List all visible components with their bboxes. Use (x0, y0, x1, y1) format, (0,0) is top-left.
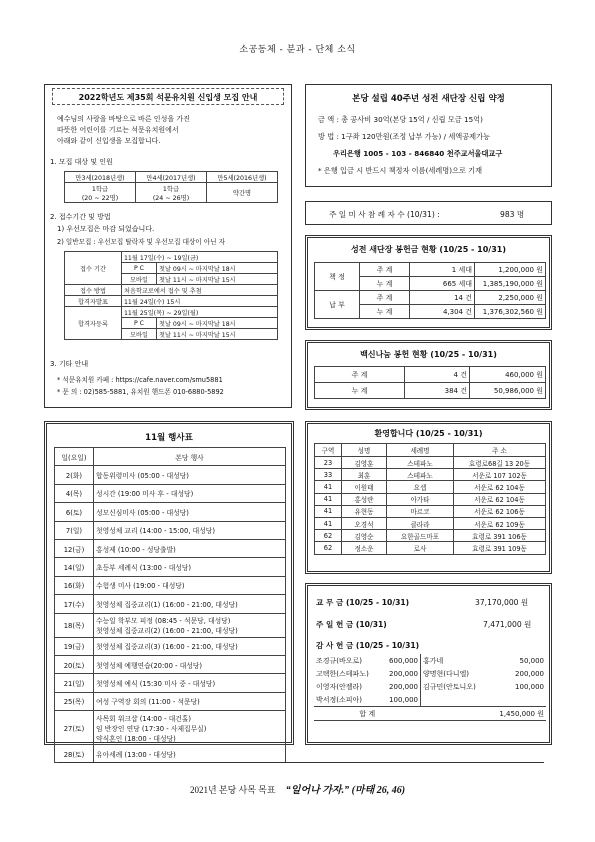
vaccine-row-2-amount: 50,986,000 원 (470, 383, 546, 399)
renovation-row-3-amount: 2,250,000 원 (475, 291, 546, 305)
thanks-r1-amt2: 50,000 (519, 656, 544, 665)
age-header-4: 만4세(2017년생) (136, 172, 207, 183)
kindergarten-sec2-a: 1) 우선모집은 마감 되었습니다. (57, 225, 155, 233)
event-desc-line: 수험생 미사 (19:00 - 대성당) (96, 582, 185, 591)
welcome-row (315, 481, 546, 493)
sched-pc-2: P C (122, 318, 157, 329)
event-day: 4(목) (55, 484, 94, 502)
event-desc (94, 576, 286, 594)
welcome-address: 서운로 62 109동 (454, 517, 546, 529)
event-day: 19(금) (55, 637, 94, 655)
welcome-name: 유현동 (342, 505, 387, 517)
welcome-row (315, 505, 546, 517)
event-desc (94, 637, 286, 655)
fund-note: * 은행 입금 시 반드시 책정자 이름(세례명)으로 기재 (318, 166, 483, 175)
welcome-zone: 33 (315, 469, 342, 481)
renovation-group-paid: 납 부 (315, 291, 360, 319)
sched-pc-2-time: 첫날 09시 ~ 마지막날 18시 (157, 318, 278, 329)
event-day: 20(토) (55, 655, 94, 673)
mass-attendance-label: 주 일 미 사 참 례 자 수 (10/31) : (329, 210, 440, 219)
event-row (55, 692, 286, 710)
thanks-total-value: 1,450,000 원 (421, 707, 547, 721)
welcome-address: 효령로68길 13 20동 (454, 457, 546, 469)
thanks-r3-name2: 김규민(안토니오) (423, 682, 476, 691)
thanks-r1-name1: 조경규(바오로) (316, 656, 363, 665)
event-day: 7(일) (55, 521, 94, 539)
thanks-r4-name1: 박서정(소피아) (316, 695, 363, 704)
welcome-zone: 41 (315, 505, 342, 517)
event-desc-line: 사목회 워크샵 (14:00 - 대건홀) (96, 714, 192, 723)
welcome-name: 최훈 (342, 469, 387, 481)
welcome-baptismal: 요셉 (387, 481, 454, 493)
vaccine-title: 백신나눔 봉헌 현황 (10/25 - 10/31) (360, 350, 497, 359)
event-desc-line: 첫영성체 집중교리(1) (16:00 - 21:00, 대성당) (96, 600, 238, 609)
age-value-3-class: 1학급 (91, 185, 109, 193)
welcome-zone: 41 (315, 517, 342, 529)
thanks-r1-amt1: 600,000 (376, 654, 421, 667)
event-day: 27(토) (55, 711, 94, 745)
kindergarten-phone: * 문 의 : 02)585-5881, 유치원 핸드폰 010-6880-5892 (57, 388, 224, 396)
event-desc-line: 초등부 세례식 (13:00 - 대성당) (96, 564, 192, 573)
welcome-baptismal: 로사 (387, 542, 454, 554)
event-desc-line: 첫영성체 예행연습(20:00 - 대성당) (96, 661, 203, 670)
kindergarten-sec2: 2. 접수기간 및 방법 (50, 213, 111, 221)
event-day: 18(목) (55, 613, 94, 637)
events-title: 11월 행사표 (145, 433, 193, 443)
event-desc-line: 성모신심미사 (05:00 - 대성당) (96, 508, 189, 517)
kindergarten-sec1: 1. 모집 대상 및 인원 (50, 158, 113, 166)
footer-rule (58, 762, 544, 763)
welcome-zone: 62 (315, 542, 342, 554)
welcome-header-address: 주 소 (454, 444, 546, 457)
sched-method-label: 접수 방법 (65, 285, 122, 296)
age-value-3-count: (20 ~ 22명) (81, 194, 119, 202)
sched-announce-label: 합격자발표 (65, 296, 122, 307)
event-row (55, 745, 286, 763)
event-row (55, 613, 286, 637)
sched-register-dates: 11월 25일(목) ~ 29일(월) (122, 307, 278, 318)
fund-title: 본당 설립 40주년 성전 새단장 신립 약정 (352, 94, 505, 104)
thanks-r2-amt1: 200,000 (376, 667, 421, 680)
age-value-4 (136, 183, 207, 203)
event-desc-line: 유아세례 (13:00 - 대성당) (96, 750, 176, 759)
sched-mobile-2: 모바일 (122, 329, 157, 340)
thanks-r2-amt2: 200,000 (515, 669, 544, 678)
event-desc-line: 첫영성체 집중교리(2) (16:00 - 21:00, 대성당) (96, 627, 238, 636)
sched-pc-1: P C (122, 263, 157, 274)
vaccine-row-2-count: 384 건 (405, 383, 470, 399)
thanks-r3-amt1: 200,000 (376, 680, 421, 693)
thanks-title: 감 사 헌 금 (10/25 - 10/31) (316, 641, 420, 650)
welcome-title: 환영합니다 (10/25 - 10/31) (374, 429, 483, 438)
event-day: 6(토) (55, 503, 94, 521)
renovation-row-4-label: 누 계 (360, 305, 410, 319)
thanks-r4-name2 (421, 693, 492, 707)
sched-pc-1-time: 첫날 09시 ~ 마지막날 18시 (157, 263, 278, 274)
kindergarten-intro-1: 예수님의 사랑을 바탕으로 바른 인성을 가진 (57, 115, 190, 123)
renovation-row-3-count: 14 건 (410, 291, 475, 305)
footer-quote: “일어나 가자.” (마태 26, 46) (285, 785, 406, 796)
renovation-title: 성전 새단장 봉헌금 현황 (10/25 - 10/31) (351, 245, 506, 254)
page-title: 소공동체 - 분과 - 단체 소식 (239, 45, 356, 55)
event-day: 2(화) (55, 466, 94, 484)
renovation-row-1-amount: 1,200,000 원 (475, 263, 546, 277)
sched-period-dates: 11월 17일(수) ~ 19일(금) (122, 252, 278, 263)
events-header-day: 일(요일) (55, 448, 94, 466)
welcome-address: 서운로 62 106동 (454, 505, 546, 517)
event-day: 16(화) (55, 576, 94, 594)
sched-mobile-2-time: 첫날 11시 ~ 마지막날 15시 (157, 329, 278, 340)
welcome-baptismal: 스테파노 (387, 457, 454, 469)
collection-sunday-label: 주 일 헌 금 (10/31) (316, 620, 387, 629)
age-value-4-class: 1학급 (162, 185, 180, 193)
thanks-r2-name2: 양명현(다니엘) (423, 669, 470, 678)
event-desc (94, 745, 286, 763)
welcome-row (315, 517, 546, 529)
event-row (55, 521, 286, 539)
event-desc-line: 첫영성체 집중교리(3) (16:00 - 21:00, 대성당) (96, 643, 238, 652)
thanks-r3-amt2: 100,000 (515, 682, 544, 691)
welcome-address: 서운로 62 104동 (454, 481, 546, 493)
welcome-header-name: 성명 (342, 444, 387, 457)
thanks-r2-name1: 고택한(스테파노) (316, 669, 369, 678)
renovation-row-2-amount: 1,385,190,000 원 (475, 277, 546, 291)
event-desc (94, 539, 286, 557)
sched-label-register: 합격자등록 (65, 307, 122, 340)
event-desc-line: 임 반장인 연당 (17:30 - 사제집무실) (96, 724, 207, 733)
event-desc (94, 521, 286, 539)
thanks-table (314, 654, 546, 721)
age-value-3 (65, 183, 136, 203)
welcome-zone: 41 (315, 481, 342, 493)
age-header-5: 만5세(2016년생) (207, 172, 278, 183)
event-desc (94, 466, 286, 484)
collection-tithe-label: 교 무 금 (10/25 - 10/31) (316, 598, 410, 607)
footer-goal-label: 2021년 본당 사목 목표 (189, 785, 276, 795)
event-desc (94, 484, 286, 502)
age-value-5: 약간명 (207, 183, 278, 203)
thanks-total-label: 합 계 (314, 707, 421, 721)
events-header-event: 본당 행사 (94, 448, 286, 466)
renovation-row-1-label: 주 계 (360, 263, 410, 277)
thanks-r4-amt1: 100,000 (376, 693, 421, 707)
event-row (55, 595, 286, 613)
renovation-row-4-count: 4,304 건 (410, 305, 475, 319)
thanks-r1-name2: 홍가네 (423, 656, 444, 665)
event-day: 28(토) (55, 745, 94, 763)
event-row (55, 539, 286, 557)
schedule-table (64, 251, 278, 340)
welcome-baptismal: 아가타 (387, 493, 454, 505)
age-header-3: 만3세(2018년생) (65, 172, 136, 183)
welcome-address: 서운로 62 104동 (454, 493, 546, 505)
welcome-baptismal: 마르코 (387, 505, 454, 517)
event-desc-line: 여성 구역장 회의 (11:00 - 석문당) (96, 698, 200, 707)
event-row (55, 711, 286, 745)
event-desc-line: 성시간 (19:00 미사 후 - 대성당) (96, 490, 194, 499)
event-desc (94, 558, 286, 576)
renovation-row-4-amount: 1,376,302,560 원 (475, 305, 546, 319)
event-day: 14(일) (55, 558, 94, 576)
event-day: 21(일) (55, 674, 94, 692)
thanks-r3-name1: 이영자(안젤라) (316, 682, 363, 691)
kindergarten-sec2-b: 2) 일반모집 : 우선모집 탈락자 및 우선모집 대상이 아닌 자 (57, 238, 225, 246)
vaccine-row-1-amount: 460,000 원 (470, 367, 546, 383)
welcome-row (315, 530, 546, 542)
kindergarten-intro-2: 따뜻한 어린이를 기르는 석문유치원에서 (57, 126, 179, 134)
event-desc (94, 674, 286, 692)
event-desc-line: 홍성제 (10:00 - 성당출발) (96, 545, 176, 554)
vaccine-row-2-label: 누 계 (315, 383, 405, 399)
event-day: 12(금) (55, 539, 94, 557)
welcome-name: 김영순 (342, 530, 387, 542)
event-row (55, 484, 286, 502)
welcome-zone: 23 (315, 457, 342, 469)
renovation-row-3-label: 주 계 (360, 291, 410, 305)
vaccine-row-1-label: 주 계 (315, 367, 405, 383)
fund-amount: 금 액 : 총 공사비 30억(본당 15억 / 신립 모금 15억) (318, 115, 483, 124)
kindergarten-intro-3: 아래와 같이 신입생을 모집합니다. (57, 137, 161, 145)
vaccine-row-1-count: 4 건 (405, 367, 470, 383)
welcome-baptismal: 스테파노 (387, 469, 454, 481)
renovation-row-1-count: 1 세대 (410, 263, 475, 277)
event-row (55, 503, 286, 521)
welcome-table (314, 443, 546, 555)
fund-account: 우리은행 1005 - 103 - 846840 천주교서울대교구 (333, 149, 503, 158)
thanks-r4-amt2 (491, 693, 546, 707)
event-desc-line: 첫영성체 예식 (15:30 미사 중 - 대성당) (96, 679, 216, 688)
age-table (64, 171, 278, 203)
renovation-group-pledge: 책 정 (315, 263, 360, 291)
sched-label-period: 접수 기간 (65, 252, 122, 285)
kindergarten-cafe: * 석문유치원 카페 : https://cafe.naver.com/smu5881 (57, 376, 223, 384)
kindergarten-title: 2022학년도 제35회 석문유치원 신입생 모집 안내 (78, 93, 258, 102)
event-row (55, 576, 286, 594)
welcome-name: 김영훈 (342, 457, 387, 469)
fund-method: 방 법 : 1구좌 120만원(조정 납부 가능) / 세액공제가능 (318, 132, 490, 141)
renovation-table (314, 262, 546, 319)
event-day: 25(목) (55, 692, 94, 710)
welcome-address: 효령로 391 109동 (454, 542, 546, 554)
event-row (55, 466, 286, 484)
welcome-address: 서운로 107 102동 (454, 469, 546, 481)
sched-method-value: 처음학교로에서 접수 및 추첨 (122, 285, 278, 296)
welcome-row (315, 542, 546, 554)
welcome-name: 홍성란 (342, 493, 387, 505)
event-row (55, 655, 286, 673)
event-desc-line: 약식혼인 (18:00 - 대성당) (96, 734, 176, 743)
welcome-name: 오경석 (342, 517, 387, 529)
event-desc (94, 655, 286, 673)
welcome-row (315, 469, 546, 481)
event-desc-line: 수능일 학부모 피정 (08:45 - 석문당, 대성당) (96, 617, 231, 626)
event-row (55, 674, 286, 692)
renovation-row-2-label: 누 계 (360, 277, 410, 291)
sched-mobile-1: 모바일 (122, 274, 157, 285)
events-table (54, 447, 286, 763)
collection-sunday-value: 7,471,000 원 (483, 620, 532, 629)
welcome-baptismal: 요한골드마포 (387, 530, 454, 542)
welcome-row (315, 457, 546, 469)
welcome-header-baptismal: 세례명 (387, 444, 454, 457)
welcome-name: 정소운 (342, 542, 387, 554)
welcome-header-zone: 구역 (315, 444, 342, 457)
welcome-name: 이원태 (342, 481, 387, 493)
event-desc (94, 503, 286, 521)
event-desc (94, 692, 286, 710)
collection-tithe-value: 37,170,000 원 (475, 598, 529, 607)
welcome-zone: 41 (315, 493, 342, 505)
kindergarten-sec3: 3. 기타 안내 (50, 360, 89, 368)
event-desc-line: 첫영성체 교리 (14:00 - 15:00, 대성당) (96, 527, 215, 536)
event-desc-line: 합동위령미사 (05:00 - 대성당) (96, 472, 189, 481)
footer (0, 781, 595, 796)
event-desc (94, 711, 286, 745)
renovation-row-2-count: 665 세대 (410, 277, 475, 291)
event-desc (94, 595, 286, 613)
welcome-row (315, 493, 546, 505)
event-row (55, 558, 286, 576)
sched-announce-value: 11월 24일(수) 15시 (122, 296, 278, 307)
event-desc (94, 613, 286, 637)
welcome-zone: 62 (315, 530, 342, 542)
sched-mobile-1-time: 첫날 11시 ~ 마지막날 15시 (157, 274, 278, 285)
mass-attendance-value: 983 명 (500, 210, 525, 219)
event-row (55, 637, 286, 655)
welcome-address: 효령로 391 106동 (454, 530, 546, 542)
vaccine-table (314, 366, 546, 399)
event-day: 17(수) (55, 595, 94, 613)
age-value-4-count: (24 ~ 26명) (152, 194, 190, 202)
welcome-baptismal: 클라라 (387, 517, 454, 529)
